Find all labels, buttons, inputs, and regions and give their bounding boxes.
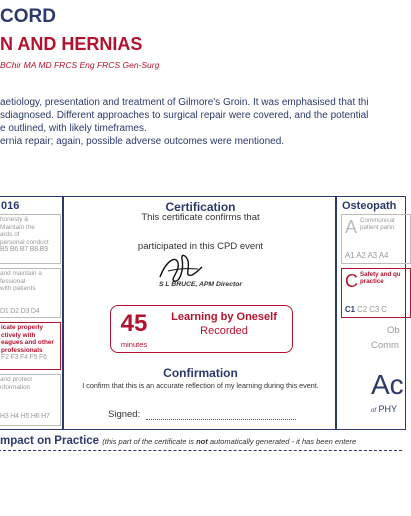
standard-codes: F2 F3 F4 F5 F6: [1, 354, 47, 362]
event-summary: [0, 96, 400, 148]
academy-logo-caption: [371, 404, 397, 414]
standards-heading: 016: [1, 200, 20, 212]
osteopath-panel: [336, 196, 406, 430]
standard-text: ctively with: [1, 331, 36, 339]
certification-panel: [63, 196, 336, 430]
standard-codes: B5 B6 B7 B8 B9: [0, 246, 48, 254]
theme-text: Safety and qu: [360, 271, 401, 278]
theme-code: A2: [356, 251, 366, 260]
logo-caption-prefix: of: [371, 408, 377, 414]
summary-line: ernia repair; again, possible adverse outcomes were mentioned.: [0, 136, 285, 147]
theme-code: A1: [345, 251, 355, 260]
standard-codes: H3 H4 H5 H6 H7: [0, 413, 50, 421]
theme-code: A4: [378, 251, 389, 260]
certification-statement: This certificate confirms that: [141, 212, 260, 223]
standard-text: with patients: [0, 285, 36, 293]
cpd-minutes-label: minutes: [120, 340, 148, 349]
standard-text: eagues and other: [1, 339, 54, 347]
document-title: CORD: [0, 6, 56, 27]
academy-logo: Ac: [371, 369, 404, 400]
logo-caption-text: PHY: [378, 404, 398, 414]
standard-box-b: [0, 214, 61, 264]
theme-codes: [345, 305, 387, 314]
impact-title: mpact on Practice: [0, 435, 100, 447]
standard-text: icate properly: [1, 324, 43, 331]
standard-text: professionals: [1, 346, 43, 354]
theme-letter: A: [345, 217, 358, 237]
osteopath-heading: Osteopath: [342, 200, 397, 212]
confirmation-statement: I confirm that this is an accurate reflection of my learning during this event.: [82, 381, 319, 390]
theme-code: C3: [369, 305, 380, 314]
standard-text: ards of: [0, 231, 20, 239]
theme-description: [360, 271, 401, 285]
standards-panel: [0, 196, 63, 430]
theme-box-c-selected: [341, 268, 411, 318]
summary-line: e outlined, with likely timeframes.: [0, 123, 147, 134]
theme-code: C: [381, 305, 388, 314]
standard-text: honesty &: [0, 216, 29, 223]
standard-box-f-selected: [0, 322, 61, 370]
certification-heading: Certification: [165, 200, 236, 214]
objectives-label: Ob: [387, 325, 400, 336]
signed-label: Signed:: [108, 409, 141, 420]
standard-text: Maintain the: [0, 223, 35, 231]
cpd-learning-box: [110, 305, 293, 353]
standard-box-d: [0, 268, 61, 318]
impact-entry-area[interactable]: [0, 450, 402, 510]
document-subtitle: N AND HERNIAS: [0, 34, 143, 54]
standard-text: fessional: [0, 277, 26, 285]
standard-text: and protect: [0, 376, 32, 383]
impact-note-prefix: (this part of the certificate is: [102, 437, 197, 446]
signature-line: [146, 419, 296, 420]
summary-line: aetiology, presentation and treatment of Gilmore's Groin. It was emphasised that thi: [0, 97, 369, 108]
impact-heading-row: [0, 435, 400, 447]
cpd-minutes-value: 45: [120, 310, 148, 337]
author-credentials: BChir MA MD FRCS Eng FRCS Gen-Surg: [0, 60, 160, 70]
theme-box-a: [341, 214, 411, 264]
theme-code: A3: [367, 251, 378, 260]
standard-text: and maintain a: [0, 270, 42, 277]
theme-code: C1: [345, 305, 355, 314]
comments-label: Comm: [371, 340, 399, 351]
theme-codes: [345, 251, 388, 260]
theme-description: [360, 217, 395, 231]
learning-status: Recorded: [200, 325, 248, 337]
theme-text: patient partn: [360, 224, 395, 232]
director-signature-image: [154, 251, 204, 285]
theme-text: practice: [360, 278, 384, 286]
summary-line: sdiagnosed. Different approaches to surgical repair were covered, and the potential: [0, 110, 369, 121]
standard-text: personal conduct: [0, 238, 49, 246]
confirmation-heading: Confirmation: [163, 366, 238, 380]
impact-note-suffix: automatically generated - it has been entere: [207, 437, 357, 446]
standard-text: nformation: [0, 383, 31, 391]
standard-codes: D1 D2 D3 D4: [0, 307, 40, 315]
theme-text: Communicat: [360, 217, 395, 224]
theme-letter: C: [345, 271, 358, 291]
learning-type: Learning by Oneself: [171, 311, 277, 323]
impact-note: [102, 437, 356, 446]
impact-note-emphasis: not: [196, 437, 208, 446]
participation-statement: participated in this CPD event: [137, 241, 264, 252]
director-name: S L BRUCE, APM Director: [158, 281, 243, 288]
standard-box-h: [0, 374, 61, 426]
theme-code: C2: [357, 305, 368, 314]
